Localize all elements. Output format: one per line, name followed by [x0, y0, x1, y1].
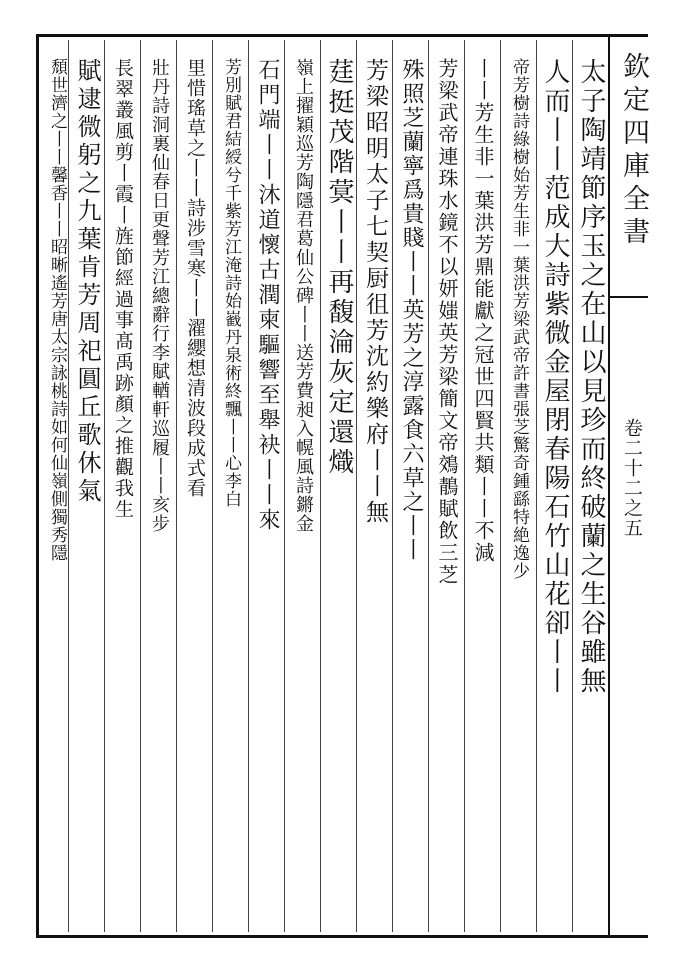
- column-rule: [176, 40, 177, 932]
- column-rule: [500, 40, 501, 932]
- text-column: 太子陶靖節序玉之在山以見珍而終破蘭之生谷雖無: [576, 58, 606, 696]
- text-column: 壯丹詩洞裏仙春日更聲芳江總辭行李賦輶軒巡履丨丨亥步: [149, 58, 170, 533]
- column-rule: [356, 40, 357, 932]
- text-column: 長翠叢風剪丨霞丨旌節經過事髙禹跡顏之推觀我生: [112, 58, 134, 520]
- text-column: 芳梁武帝連珠水鏡不以妍媸英芳梁簡文帝鵁鶄賦飲三芝: [435, 58, 459, 586]
- book-title: 欽定四庫全書: [618, 52, 649, 250]
- text-column: 石門端丨丨沐道懷古潤柬驅響至舉袂丨丨來: [255, 58, 280, 533]
- text-column: 人而丨丨范成大詩紫微金屋閉春陽石竹山花卻丨丨: [540, 58, 570, 696]
- text-column: 帝芳樹詩綠樹始芳生非一葉洪芳梁武帝許書張芝驚奇鍾繇特絶逸少: [509, 58, 529, 580]
- column-rule: [284, 40, 285, 932]
- column-rule: [464, 40, 465, 932]
- column-rule: [320, 40, 321, 932]
- text-column: 殊照芝蘭寧爲貴賤丨丨英芳之淳露食六草之丨丨: [399, 58, 424, 562]
- text-column: 里惜瑤草之丨丨詩涉雪寒丨丨濯纓想清波段成式看: [184, 58, 206, 498]
- column-rule: [536, 40, 537, 932]
- text-column: 嶺上擢穎巡芳陶隱君葛仙公碑丨丨送芳費昶入幌風詩鏘金: [293, 58, 314, 533]
- text-column: 芳別賦君結綬兮千紫芳江淹詩始巀丹泉術終飄丨丨心李白: [221, 58, 241, 508]
- column-rule: [248, 40, 249, 932]
- text-column: 賦逮微躬之九葉肯芳周祀圓丘歌休氣: [73, 58, 101, 506]
- chapter-label: 卷二十二之五: [621, 418, 643, 538]
- text-column: 莛挺茂階蓂丨丨再馥淪灰定還熾: [324, 58, 354, 478]
- column-rule: [392, 40, 393, 932]
- column-rule: [428, 40, 429, 932]
- column-rule: [572, 40, 573, 932]
- column-rule: [104, 40, 105, 932]
- column-rule: [212, 40, 213, 932]
- text-column: 頹世濟之丨丨馨香丨丨昭晰遙芳唐太宗詠桃詩如何仙嶺側獨秀隱: [47, 58, 67, 562]
- text-column: 丨丨芳生非一葉洪芳鼎能獻之冠世四賢共類丨丨不減: [471, 58, 495, 564]
- text-column: 芳梁昭明太子七契厨徂芳沈約樂府丨丨無: [362, 58, 388, 526]
- column-rule: [140, 40, 141, 932]
